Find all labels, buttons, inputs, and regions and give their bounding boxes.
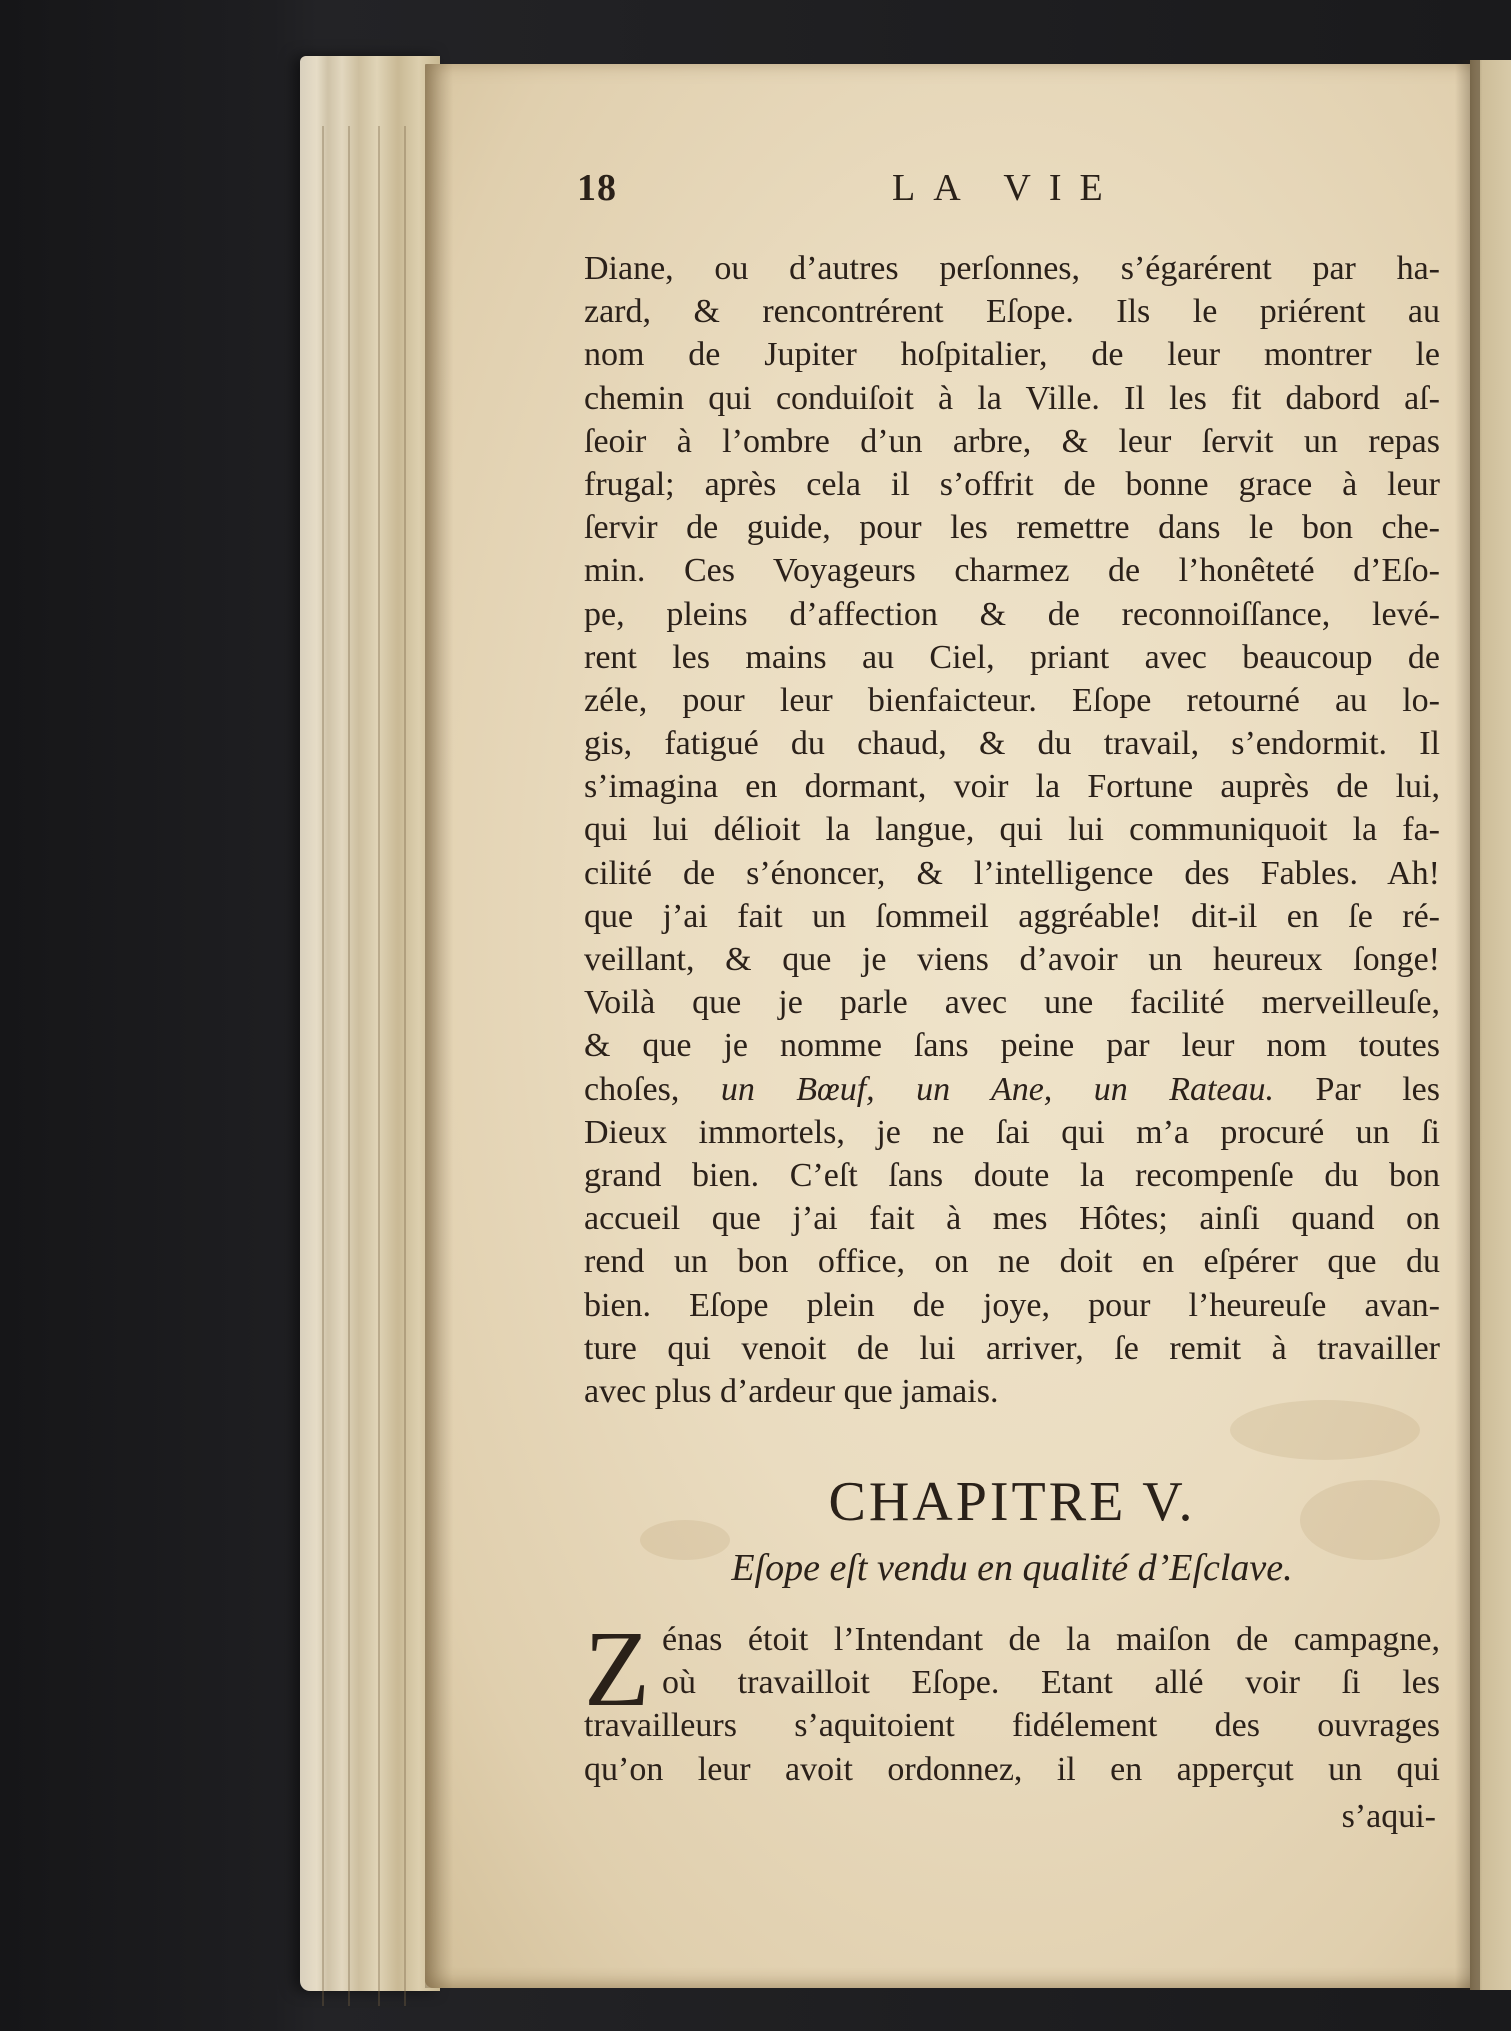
catchword: s’aqui- xyxy=(1341,1798,1436,1835)
text-line: où travailloit Eſope. Etant allé voir ſi les xyxy=(662,1664,1440,1702)
text-line: qu’on leur avoit ordonnez, il en apperçut un qui xyxy=(584,1750,1440,1788)
text-line: que j’ai fait un ſommeil aggréable! dit-il en ſe ré- xyxy=(584,897,1440,935)
line-suffix: Par les xyxy=(1274,1070,1440,1108)
text-line: veillant, & que je viens d’avoir un heureux ſonge! xyxy=(584,941,1440,978)
text-line: zard, & rencontrérent Eſope. Ils le priérent au xyxy=(584,293,1440,331)
text-line: frugal; après cela il s’offrit de bonne grace à leur xyxy=(584,465,1440,503)
text-line: énas étoit l’Intendant de la maiſon de campagne, xyxy=(662,1621,1440,1658)
page-gutter-shadow xyxy=(425,64,453,1988)
text-line: zéle, pour leur bienfaicteur. Eſope retourné au lo- xyxy=(584,681,1440,719)
running-title: LA VIE xyxy=(892,167,1121,209)
leaf-edge-line xyxy=(348,126,350,2006)
text-line: ture qui venoit de lui arriver, ſe remit à travailler xyxy=(584,1329,1440,1367)
text-line: s’imagina en dormant, voir la Fortune auprès de lui, xyxy=(584,768,1440,806)
leaf-edge-line xyxy=(378,126,380,2006)
text-line: chemin qui conduiſoit à la Ville. Il les fit dabord aſ- xyxy=(584,379,1440,417)
text-line: travailleurs s’aquitoient fidélement des ouvrages xyxy=(584,1707,1440,1745)
text-line: nom de Jupiter hoſpitalier, de leur montrer le xyxy=(584,336,1440,374)
chapter-heading: CHAPITRE V. xyxy=(828,1471,1196,1533)
text-line: pe, pleins d’affection & de reconnoiſſance, levé- xyxy=(584,595,1440,633)
text-line: & que je nomme ſans peine par leur nom toutes xyxy=(584,1027,1440,1065)
text-line: ſervir de guide, pour les remettre dans le bon che- xyxy=(584,509,1440,547)
italic-phrase: un Bœuf, un Ane, un Rateau. xyxy=(720,1070,1275,1108)
text-line: grand bien. C’eſt ſans doute la recompenſe du bon xyxy=(584,1156,1440,1194)
line-prefix: choſes, xyxy=(584,1070,721,1108)
text-line: rend un bon office, on ne doit en eſpérer que du xyxy=(584,1243,1440,1281)
text-line: rent les mains au Ciel, priant avec beaucoup de xyxy=(584,638,1440,676)
text-line: ſeoir à l’ombre d’un arbre, & leur ſervit un repas xyxy=(584,422,1440,460)
running-head xyxy=(577,166,1437,216)
text-line: Dieux immortels, je ne ſai qui m’a procuré un ſi xyxy=(584,1113,1440,1151)
page-edges xyxy=(300,56,440,1991)
body-text xyxy=(584,247,1440,1413)
text-line: bien. Eſope plein de joye, pour l’heureuſe avan- xyxy=(584,1286,1440,1324)
text-line: accueil que j’ai fait à mes Hôtes; ainſi quand on xyxy=(584,1200,1440,1238)
text-line: qui lui délioit la langue, qui lui communiquoit la fa- xyxy=(584,811,1440,849)
text-line: cilité de s’énoncer, & l’intelligence des Fables. Ah! xyxy=(584,854,1440,892)
text-line: gis, fatigué du chaud, & du travail, s’endormit. Il xyxy=(584,725,1440,763)
facing-page-shadow xyxy=(1455,60,1480,1990)
drop-cap: Z xyxy=(584,1610,650,1729)
text-line: min. Ces Voyageurs charmez de l’honêteté d’Eſo- xyxy=(584,552,1440,590)
leaf-edge-line xyxy=(404,126,406,2006)
page-number: 18 xyxy=(577,167,617,209)
chapter-subtitle: Eſope eſt vendu en qualité d’Eſclave. xyxy=(731,1547,1293,1589)
chapter-text xyxy=(584,1610,1440,1791)
leaf-edge-line xyxy=(322,126,324,2006)
text-line-with-italics xyxy=(584,1068,1440,1111)
text-line: avec plus d’ardeur que jamais. xyxy=(584,1372,999,1410)
text-line: Voilà que je parle avec une facilité merveilleuſe, xyxy=(584,984,1440,1022)
text-line: Diane, ou d’autres perſonnes, s’égarérent par ha- xyxy=(584,250,1440,287)
